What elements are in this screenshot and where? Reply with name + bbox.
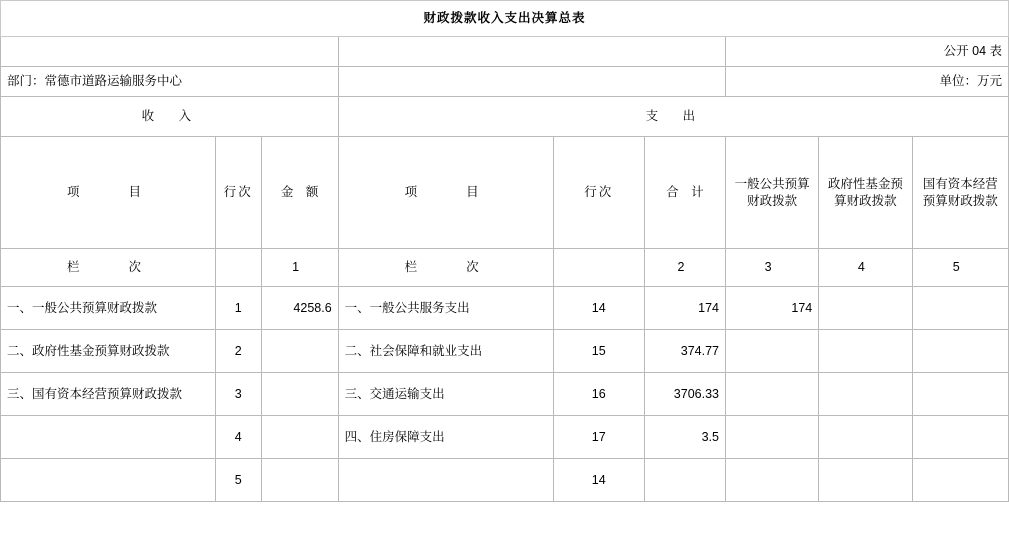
cell-income-rowno: 5 [215, 459, 261, 502]
cell-expense-gov-fund [819, 373, 912, 416]
header-income-amount: 金 额 [261, 137, 338, 249]
cell-expense-general-public: 174 [725, 287, 818, 330]
cell-expense-total: 174 [644, 287, 725, 330]
cell-income-amount [261, 373, 338, 416]
table-row [1, 416, 1009, 459]
header-expense-item-label: 项 目 [404, 185, 487, 200]
cell-expense-general-public [725, 330, 818, 373]
table-row [1, 287, 1009, 330]
header-income-rowno: 行次 [215, 137, 261, 249]
department-row [1, 67, 1009, 97]
cell-expense-total: 3.5 [644, 416, 725, 459]
header-expense-total: 合 计 [644, 137, 725, 249]
cell-expense-total: 3706.33 [644, 373, 725, 416]
table-row [1, 330, 1009, 373]
page-title: 财政拨款收入支出决算总表 [1, 1, 1009, 37]
title-row [1, 1, 1009, 37]
cell-income-rowno: 4 [215, 416, 261, 459]
blank-cell-mid-2 [338, 67, 725, 97]
unit-label: 单位：万元 [725, 67, 1008, 97]
cell-income-item: 二、政府性基金预算财政拨款 [1, 330, 216, 373]
group-header-row [1, 97, 1009, 137]
lanci-income-rowno-blank [215, 249, 261, 287]
cell-income-amount [261, 416, 338, 459]
blank-cell-mid-1 [338, 37, 725, 67]
cell-income-item [1, 416, 216, 459]
header-expense-item [338, 137, 553, 249]
lanci-expense-total-no: 2 [644, 249, 725, 287]
cell-expense-state-capital [912, 373, 1008, 416]
cell-expense-item: 二、社会保障和就业支出 [338, 330, 553, 373]
form-code: 公开 04 表 [725, 37, 1008, 67]
cell-expense-state-capital [912, 330, 1008, 373]
table-row [1, 459, 1009, 502]
group-header-expense: 支 出 [338, 97, 1008, 137]
column-number-row [1, 249, 1009, 287]
cell-expense-rowno: 14 [553, 287, 644, 330]
cell-income-amount: 4258.6 [261, 287, 338, 330]
cell-income-rowno: 3 [215, 373, 261, 416]
cell-expense-state-capital [912, 459, 1008, 502]
header-income-item [1, 137, 216, 249]
lanci-expense-general-public-no: 3 [725, 249, 818, 287]
cell-income-rowno: 1 [215, 287, 261, 330]
lanci-income-amount-no: 1 [261, 249, 338, 287]
cell-expense-rowno: 14 [553, 459, 644, 502]
form-code-row [1, 37, 1009, 67]
cell-expense-general-public [725, 373, 818, 416]
lanci-expense-state-capital-no: 5 [912, 249, 1008, 287]
cell-income-amount [261, 459, 338, 502]
lanci-expense-rowno-blank [553, 249, 644, 287]
cell-expense-state-capital [912, 416, 1008, 459]
department-label: 部门：常德市道路运输服务中心 [1, 67, 339, 97]
cell-income-rowno: 2 [215, 330, 261, 373]
header-expense-general-public: 一般公共预算财政拨款 [725, 137, 818, 249]
cell-income-item: 三、国有资本经营预算财政拨款 [1, 373, 216, 416]
column-header-row [1, 137, 1009, 249]
cell-expense-state-capital [912, 287, 1008, 330]
cell-expense-item: 四、住房保障支出 [338, 416, 553, 459]
cell-expense-rowno: 16 [553, 373, 644, 416]
cell-expense-total [644, 459, 725, 502]
cell-expense-gov-fund [819, 416, 912, 459]
cell-income-item [1, 459, 216, 502]
group-header-income: 收 入 [1, 97, 339, 137]
cell-expense-item [338, 459, 553, 502]
cell-expense-total: 374.77 [644, 330, 725, 373]
cell-expense-general-public [725, 416, 818, 459]
table-row [1, 373, 1009, 416]
cell-expense-rowno: 17 [553, 416, 644, 459]
header-income-item-label: 项 目 [66, 185, 149, 200]
header-expense-rowno: 行次 [553, 137, 644, 249]
cell-income-item: 一、一般公共预算财政拨款 [1, 287, 216, 330]
cell-income-amount [261, 330, 338, 373]
lanci-label-income: 栏 次 [1, 249, 216, 287]
cell-expense-gov-fund [819, 330, 912, 373]
header-expense-gov-fund: 政府性基金预算财政拨款 [819, 137, 912, 249]
cell-expense-general-public [725, 459, 818, 502]
cell-expense-gov-fund [819, 287, 912, 330]
cell-expense-item: 一、一般公共服务支出 [338, 287, 553, 330]
lanci-expense-gov-fund-no: 4 [819, 249, 912, 287]
header-expense-state-capital: 国有资本经营预算财政拨款 [912, 137, 1008, 249]
cell-expense-rowno: 15 [553, 330, 644, 373]
cell-expense-item: 三、交通运输支出 [338, 373, 553, 416]
cell-expense-gov-fund [819, 459, 912, 502]
lanci-label-expense: 栏 次 [338, 249, 553, 287]
blank-cell-left-1 [1, 37, 339, 67]
